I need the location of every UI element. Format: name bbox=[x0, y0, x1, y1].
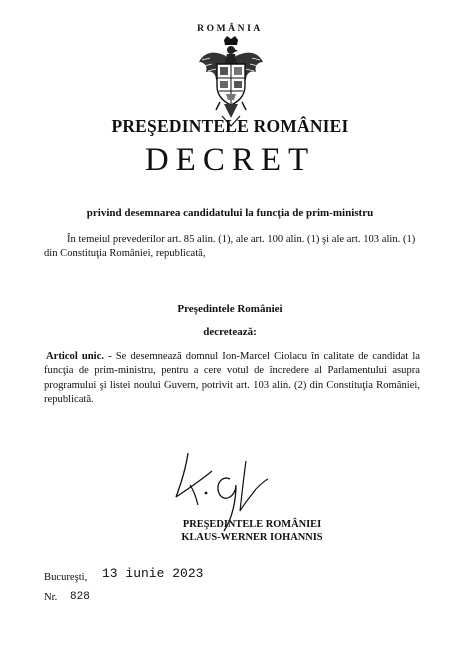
legal-basis bbox=[44, 233, 420, 262]
sole-article bbox=[44, 350, 420, 408]
legal-basis-line-2: din Constituţia României, republicată, bbox=[44, 248, 206, 260]
decree-number: 828 bbox=[70, 591, 90, 603]
legal-basis-line-1: În temeiul prevederilor art. 85 alin. (1), ale art. 100 alin. (1) şi ale art. 103 alin. (1) bbox=[67, 234, 416, 245]
signatory-title: PREŞEDINTELE ROMÂNIEI bbox=[182, 519, 322, 530]
issuer-name: Preşedintele României bbox=[177, 303, 283, 315]
signatory-block bbox=[122, 518, 382, 544]
article-label: Articol unic. - bbox=[46, 351, 112, 362]
issue-city: Bucureşti, bbox=[44, 572, 88, 583]
coat-of-arms-icon bbox=[196, 36, 266, 128]
country-name: ROMÂNIA bbox=[197, 24, 263, 34]
document-type: DECRET bbox=[144, 142, 316, 178]
article-text: Se desemnează domnul Ion-Marcel Ciolacu în calitate de candidat la funcţia de prim-ministru, pentru a cere votul de încredere al Parlamentului asupra programului şi listei noului Guvern, potrivit art. 103 alin. (2) din Constituţia României, republicată. bbox=[44, 351, 421, 406]
decree-subject: privind desemnarea candidatului la funcţia de prim-ministru bbox=[86, 207, 374, 219]
signatory-name: KLAUS-WERNER IOHANNIS bbox=[181, 532, 323, 544]
issue-date: 13 iunie 2023 bbox=[102, 566, 204, 581]
presidency-title: PREŞEDINTELE ROMÂNIEI bbox=[111, 116, 349, 136]
decree-number-label: Nr. bbox=[44, 592, 58, 603]
decrees-verb: decretează: bbox=[203, 326, 257, 338]
